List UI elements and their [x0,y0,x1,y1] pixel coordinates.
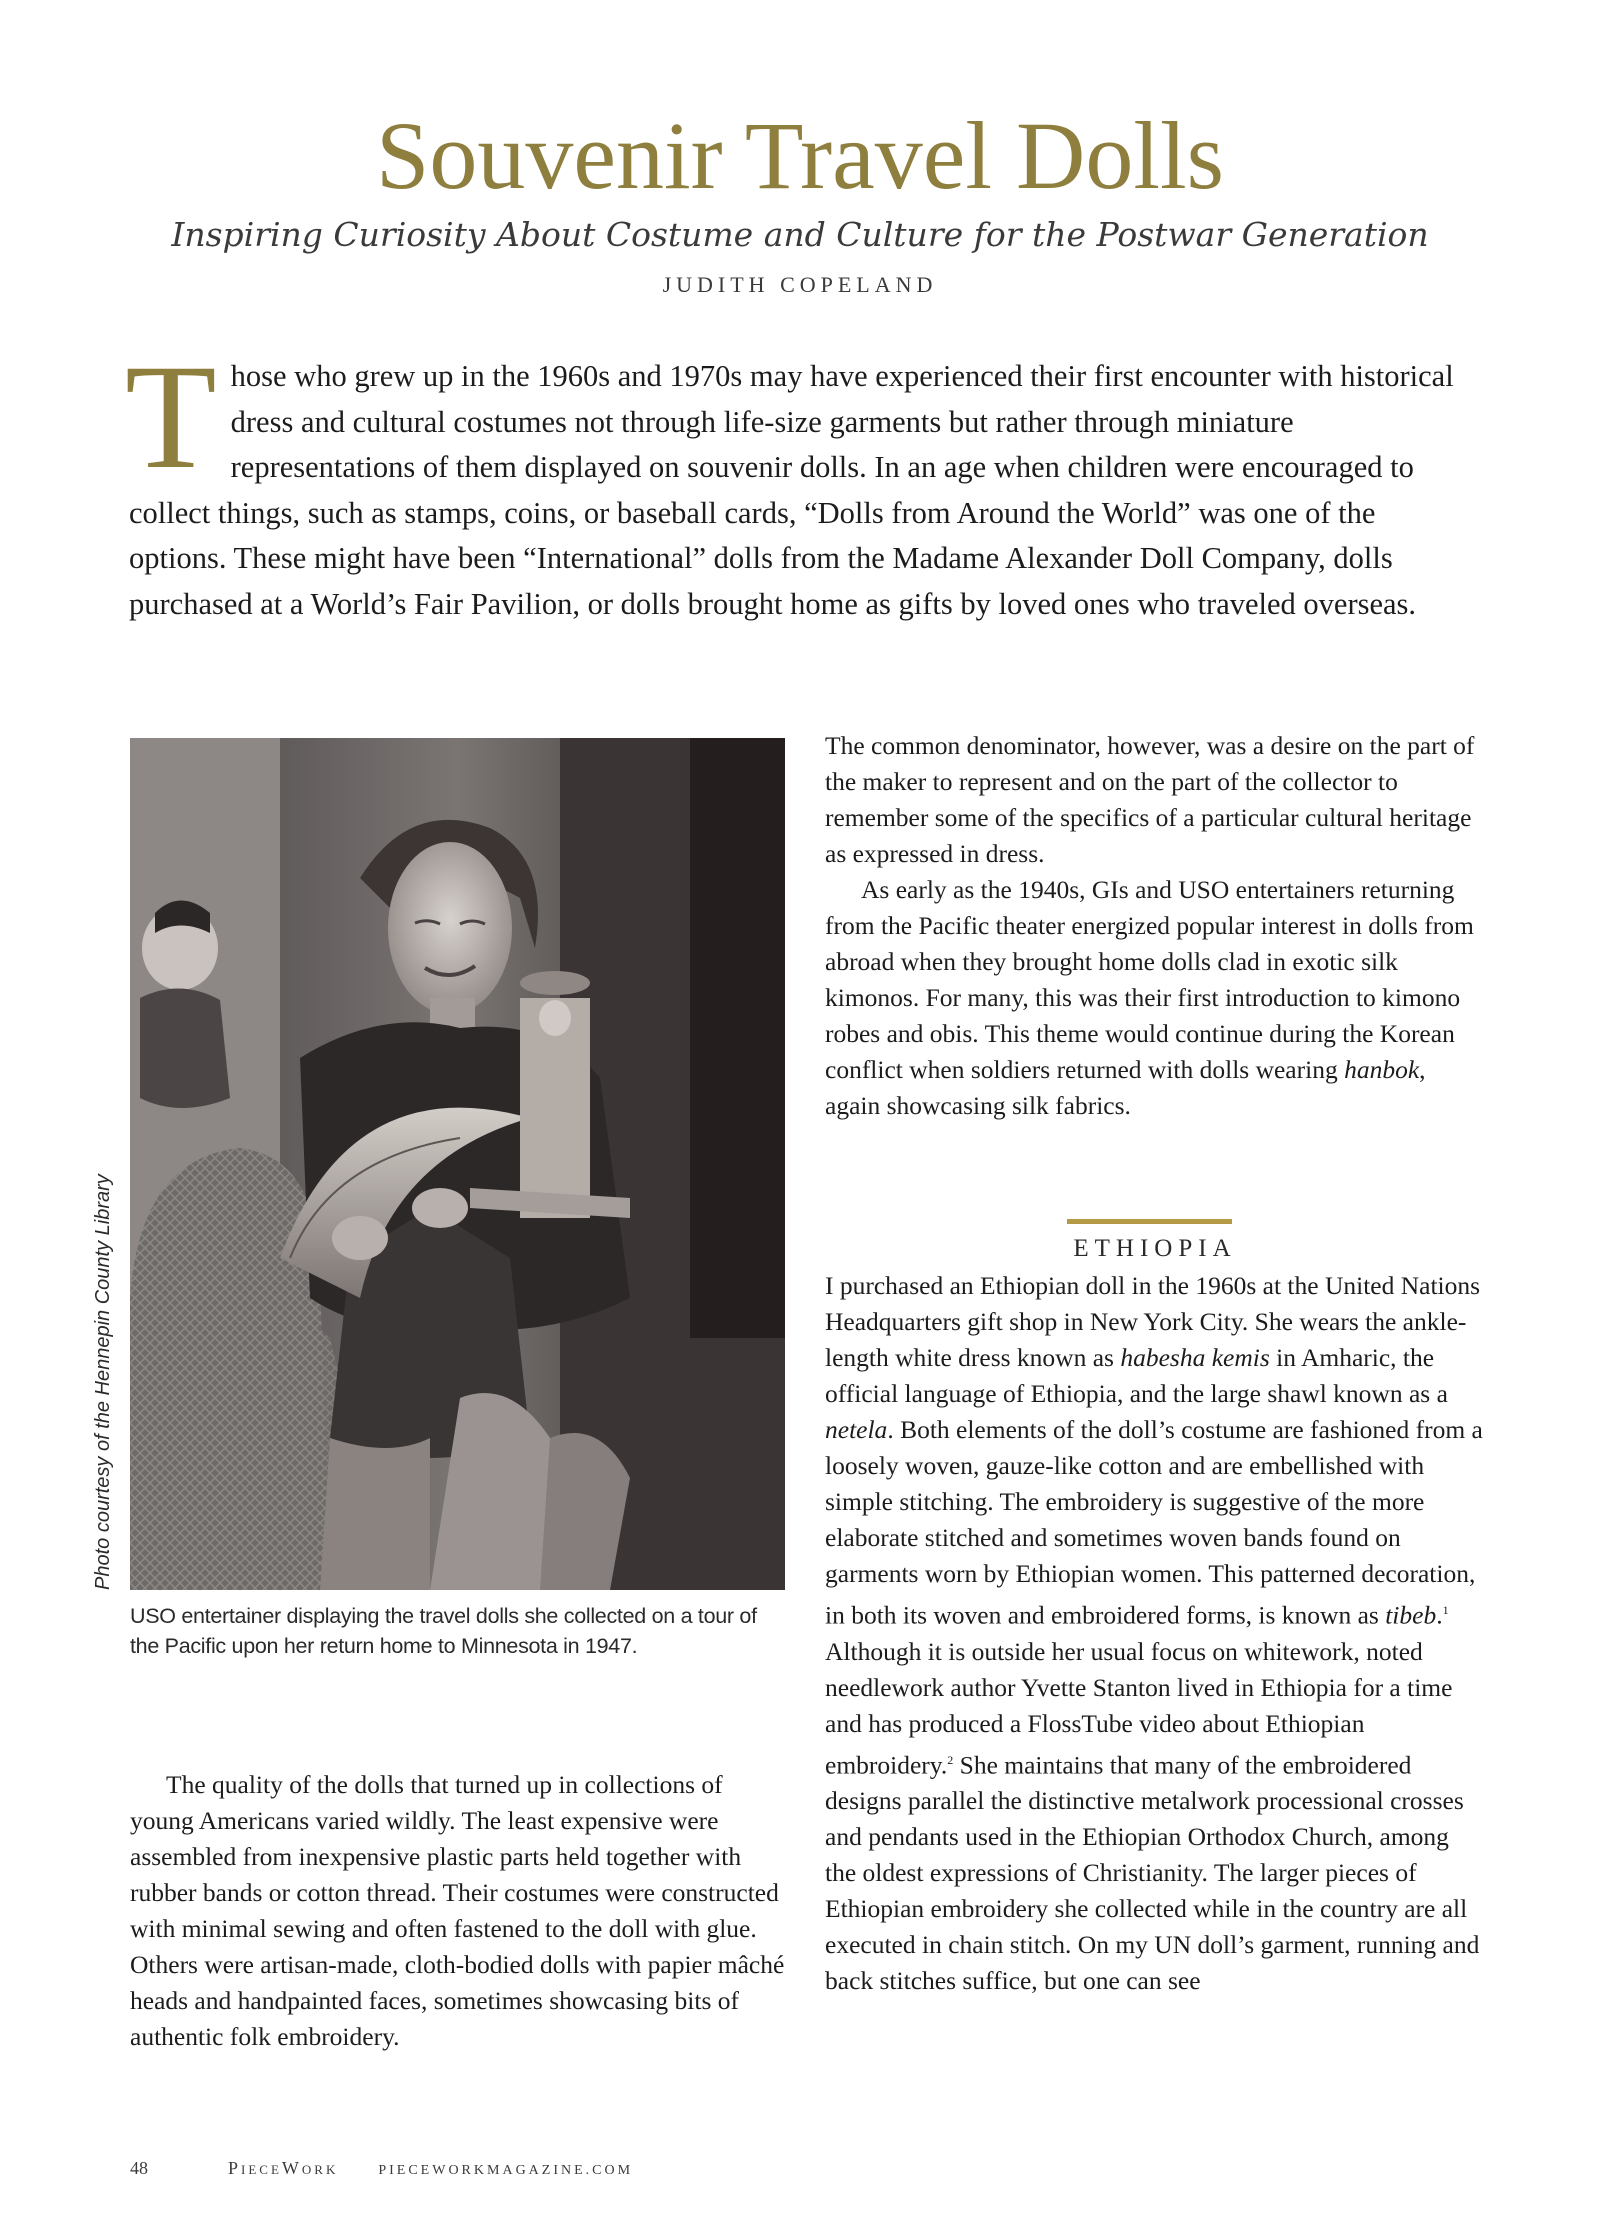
paragraph: The quality of the dolls that turned up in collections of young Americans varied wildly. The least expensive were assembled from inexpensive plastic parts held together with rubber bands or cotton thread. Their costumes were constructed with minimal sewing and often fastened to the doll with glue. Others were artisan-made, cloth-bodied dolls with papier mâché heads and handpainted faces, sometimes showcasing bits of authentic folk embroidery. [130,1770,785,2051]
photo-image [130,738,785,1590]
page-number: 48 [130,2158,148,2178]
section-divider [1067,1219,1232,1225]
footnote-marker: 2 [947,1752,954,1767]
left-column-bottom [130,1767,790,2055]
right-column-top [825,728,1485,1124]
magazine-name: PieceWork [228,2158,339,2178]
lede-text: hose who grew up in the 1960s and 1970s may have experienced their first encounter with historical dress and cultural costumes not through life-size garments but rather through miniature representations of them displayed on souvenir dolls. In an age when children were encouraged to collect things, such as stamps, coins, or baseball cards, “Dolls from Around the World” was one of the options. These might have been “International” dolls from the Madame Alexander Doll Company, dolls purchased at a World’s Fair Pavilion, or dolls brought home as gifts by loved ones who traveled overseas. [129,359,1454,621]
photo-credit: Photo courtesy of the Hennepin County Library [92,1174,114,1590]
italic-term: tibeb [1385,1600,1437,1630]
text-run: in Amharic, the official language of Ethiopia, and the large shawl known as a [825,1343,1448,1408]
page-footer [130,2158,1030,2179]
author-byline: JUDITH COPELAND [662,272,938,297]
drop-cap: T [125,334,217,500]
section-heading-ethiopia: ETHIOPIA [1073,1235,1237,1262]
text-run: As early as the 1940s, GIs and USO entertainers returning from the Pacific theater energized popular interest in dolls from abroad when they brought home dolls clad in exotic silk kimonos. For many, this was their first introduction to kimono robes and obis. This theme would continue during the Korean conflict when soldiers returned with dolls wearing [825,875,1474,1084]
text-run: She maintains that many of the embroidered designs parallel the distinctive metalwork processional crosses and pendants used in the Ethiopian Orthodox Church, among the oldest expressions of Christianity. The larger pieces of Ethiopian embroidery she collected while in the country are all executed in chain stitch. On my UN doll’s garment, running and back stitches suffice, but one can see [825,1750,1480,1995]
text-run: Although it is outside her usual focus on whitework, noted needlework author Yvette Stanton lived in Ethiopia for a time and has produced a FlossTube video about Ethiopian embroidery. [825,1636,1453,1779]
article-subtitle: Inspiring Curiosity About Costume and Culture for the Postwar Generation [171,215,1429,254]
lede-paragraph [125,334,1459,627]
photo-uso-entertainer [130,738,785,1590]
magazine-url: PIECEWORKMAGAZINE.COM [378,2163,634,2178]
italic-term: habesha kemis [1120,1343,1270,1372]
paragraph [825,872,1485,1124]
text-run: . Both elements of the doll’s costume are fashioned from a loosely woven, gauze-like cotton and are embellished with simple stitching. The embroidery is suggestive of the more elaborate stitched and sometimes woven bands found on garments worn by Ethiopian women. This patterned decoration, in both its woven and embroidered forms, is known as [825,1415,1483,1630]
paragraph [825,1268,1485,1999]
text-run: I purchased an Ethiopian doll in the 1960s at the United Nations Headquarters gift shop in New York City. She wears the ankle-length white dress known as [825,1271,1481,1372]
italic-term: hanbok [1344,1055,1420,1084]
right-column-bottom [825,1268,1485,1999]
italic-term: netela [825,1415,888,1444]
article-title: Souvenir Travel Dolls [375,102,1225,209]
footnote-marker: 1 [1442,1603,1449,1617]
gold-rule [1067,1219,1232,1224]
photo-caption: USO entertainer displaying the travel dolls she collected on a tour of the Pacific upon her return home to Minnesota in 1947. [130,1604,757,1658]
paragraph: The common denominator, however, was a desire on the part of the maker to represent and on the part of the collector to remember some of the specifics of a particular cultural heritage as expressed in dress. [825,731,1475,868]
text-run: , again showcasing silk fabrics. [825,1055,1426,1120]
text-run: . [1436,1600,1443,1630]
